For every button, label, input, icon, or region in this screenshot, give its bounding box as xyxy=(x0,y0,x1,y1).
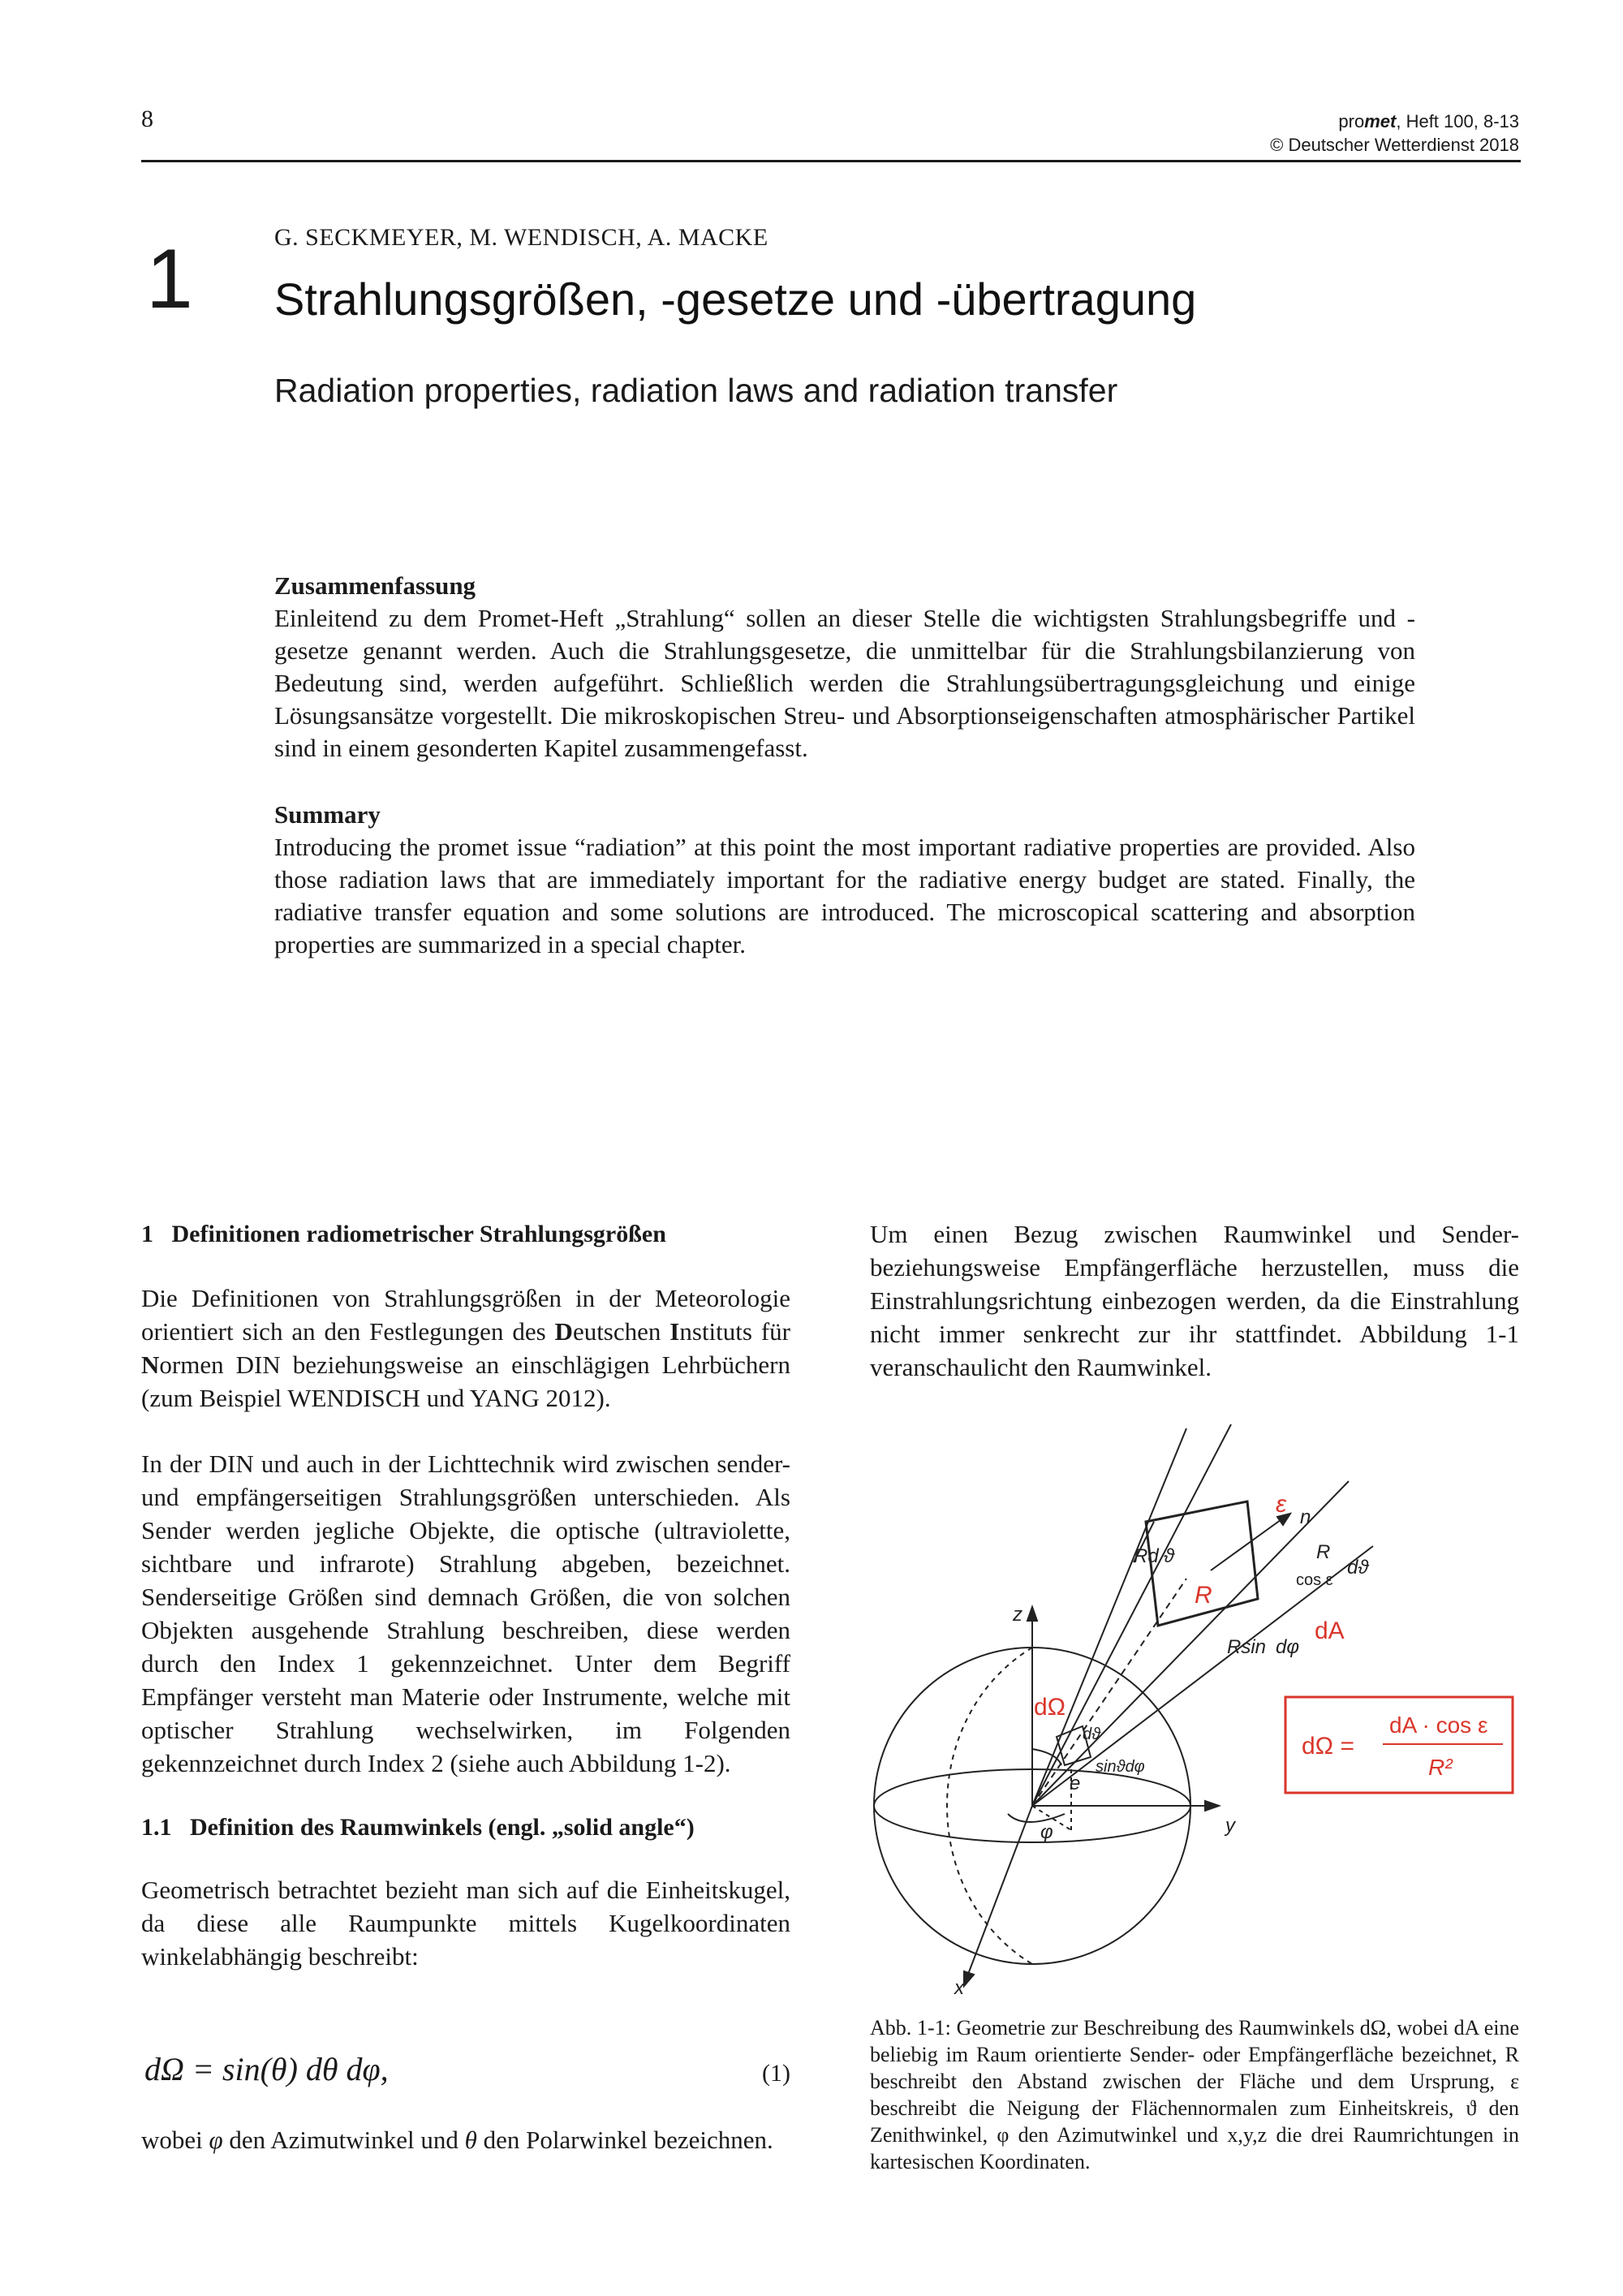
copyright: © Deutscher Wetterdienst 2018 xyxy=(1270,135,1519,155)
paragraph-sender-receiver: In der DIN und auch in der Lichttechnik wird zwischen sender- und empfängerseitigen Strahlungsgrößen unterschieden. Als Sender werden jegliche Objekte, die optische (ultraviolette, sichtbare und infrarote) Strahlung abgeben, bezeichnet. Senderseitige Größen sind demnach Größen, die von solchen Objekten ausgehende Strahlung beschreiben, diese werden durch den Index 1 gekennzeichnet. Unter dem Begriff Empfänger versteht man Materie oder Instrumente, welche mit optischer Strahlung wechselwirken, im Folgenden gekennzeichnet durch Index 2 (siehe auch Abbildung 1-2). xyxy=(141,1450,790,1777)
title-english: Radiation properties, radiation laws and radiation transfer xyxy=(274,372,1118,409)
figure-caption: Abb. 1-1: Geometrie zur Beschreibung des Raumwinkels dΩ, wobei dA eine beliebig im Raum orientierte Sender- oder Empfängerfläche bezeichnet, R beschreibt den Abstand zwischen der Fläche und dem Ursprung, ε beschreibt die Neigung der Flächennormalen zum Einheitskreis, ϑ den Zenithwinkel, φ den Azimutwinkel und x,y,z die drei Raumrichtungen in kartesischen Koordinaten. xyxy=(870,2016,1519,2173)
label-cos-eps: cos ε xyxy=(1296,1571,1333,1589)
abstract-german-text: Einleitend zu dem Promet-Heft „Strahlung“ sollen an dieser Stelle die wichtigsten Strahlungsbegriffe und -gesetze genannt werden. Auch die Strahlungsgesetze, die unmittelbar für die Strahlungsbilanzierung von Bedeutung sind, werden aufgeführt. Schließlich werden die Strahlungsübertragungsgleichung und einige Lösungsansätze vorgestellt. Die mikroskopischen Streu- und Absorptionseigenschaften atmosphärischer Partikel sind in einem gesonderten Kapitel zusammengefasst. xyxy=(274,604,1415,762)
label-dA: dA xyxy=(1315,1618,1345,1644)
y-axis-arrow xyxy=(1205,1801,1219,1811)
label-e: e xyxy=(1070,1773,1081,1794)
equation-1-formula: dΩ = sin(θ) dθ dφ, xyxy=(144,2051,389,2087)
label-y: y xyxy=(1225,1815,1235,1837)
z-axis-arrow xyxy=(1027,1607,1037,1621)
formula-numerator: dA · cos ε xyxy=(1389,1712,1488,1738)
formula-lhs: dΩ = xyxy=(1302,1733,1354,1760)
section-1-1-heading: 1.1 Definition des Raumwinkels (engl. „solid angle“) xyxy=(141,1814,695,1841)
journal-info xyxy=(1270,110,1519,157)
label-dtheta-small: dϑ xyxy=(1083,1725,1101,1743)
solid-angle-formula-box xyxy=(1285,1697,1513,1793)
journal-issue: , Heft 100, 8-13 xyxy=(1396,111,1519,131)
label-sin-dphi: sinϑdφ xyxy=(1096,1758,1145,1776)
paragraph-unit-sphere: Geometrisch betrachtet bezieht man sich auf die Einheitskugel, da diese alle Raumpunkte mittels Kugelkoordinaten winkelabhängig beschreibt: xyxy=(141,1876,790,1971)
header-rule xyxy=(141,160,1521,162)
cone-ray xyxy=(1032,1428,1186,1806)
paragraph-din xyxy=(141,1282,790,1415)
symbol-theta: θ xyxy=(464,2126,477,2154)
title-german: Strahlungsgrößen, -gesetze und -übertragung xyxy=(274,274,1197,325)
symbol-phi: φ xyxy=(209,2126,223,2154)
text-run: ormen DIN beziehungsweise an einschlägigen Lehrbüchern (zum Beispiel WENDISCH und YANG 2012). xyxy=(141,1350,790,1412)
text-run: eutschen xyxy=(572,1317,670,1346)
abstract-english-text: Introducing the promet issue “radiation” at this point the most important radiative properties are provided. Also those radiation laws that are immediately important for the radiative energy budget are stated. Finally, the radiative transfer equation and some solutions are introduced. The microscopical scattering and absorption properties are summarized in a special chapter. xyxy=(274,833,1415,958)
paragraph-reference-area: Um einen Bezug zwischen Raumwinkel und Sender- beziehungsweise Empfängerfläche herzustellen, muss die Einstrahlungsrichtung einbezogen werden, da die Einstrahlung nicht immer senkrecht zur ihr stattfindet. Abbildung 1-1 veranschaulicht den Raumwinkel. xyxy=(870,1220,1519,1381)
bold-letter: N xyxy=(141,1350,160,1379)
page-number: 8 xyxy=(141,106,153,132)
abstract-german-heading: Zusammenfassung xyxy=(274,571,476,600)
bold-letter: D xyxy=(554,1317,573,1346)
x-axis-arrow xyxy=(964,1971,974,1986)
paragraph-angles xyxy=(141,2123,790,2156)
bold-letter: I xyxy=(669,1317,680,1346)
journal-citation xyxy=(1270,110,1519,133)
label-n: n xyxy=(1300,1506,1311,1528)
text-run: wobei xyxy=(141,2126,209,2154)
formula-denominator: R² xyxy=(1428,1755,1453,1780)
journal-name-emphasis: met xyxy=(1364,111,1397,131)
section-1-heading: 1 Definitionen radiometrischer Strahlungsgrößen xyxy=(141,1221,666,1247)
label-dtheta-right: dϑ xyxy=(1347,1557,1369,1579)
text-run: den Polarwinkel bezeichnen. xyxy=(476,2126,773,2154)
label-theta: ϑ xyxy=(1164,1545,1175,1567)
label-r-dtheta: Rd xyxy=(1134,1545,1159,1567)
abstract-german xyxy=(274,570,1415,765)
equation-1-number: (1) xyxy=(762,2060,790,2087)
chapter-number: 1 xyxy=(146,232,193,326)
text-run: nstituts für xyxy=(679,1317,790,1346)
label-dphi: dφ xyxy=(1276,1636,1300,1658)
text-run: Die Definitionen von Strahlungsgrößen in der Meteorologie orientiert sich an den Festlegungen des xyxy=(141,1284,790,1346)
text-run: den Azimutwinkel und xyxy=(222,2126,465,2154)
label-dOmega: dΩ xyxy=(1034,1694,1066,1721)
abstract-english-heading: Summary xyxy=(274,800,381,829)
label-phi: φ xyxy=(1040,1821,1053,1843)
x-axis xyxy=(967,1806,1032,1976)
normal-vector xyxy=(1211,1518,1284,1570)
label-R: R xyxy=(1195,1582,1212,1609)
journal-name-prefix: pro xyxy=(1338,111,1365,131)
figure-solid-angle xyxy=(870,1408,1519,2001)
label-epsilon: ε xyxy=(1276,1491,1287,1518)
label-z: z xyxy=(1013,1604,1022,1626)
left-column xyxy=(141,1217,790,1973)
label-r-over: R xyxy=(1316,1541,1331,1563)
equation-1 xyxy=(141,2050,790,2099)
label-x: x xyxy=(954,1977,964,1999)
label-r-sin: Rsin xyxy=(1227,1636,1267,1658)
right-column xyxy=(870,1217,1519,1384)
authors: G. SECKMEYER, M. WENDISCH, A. MACKE xyxy=(274,224,768,251)
abstract-english xyxy=(274,799,1415,961)
